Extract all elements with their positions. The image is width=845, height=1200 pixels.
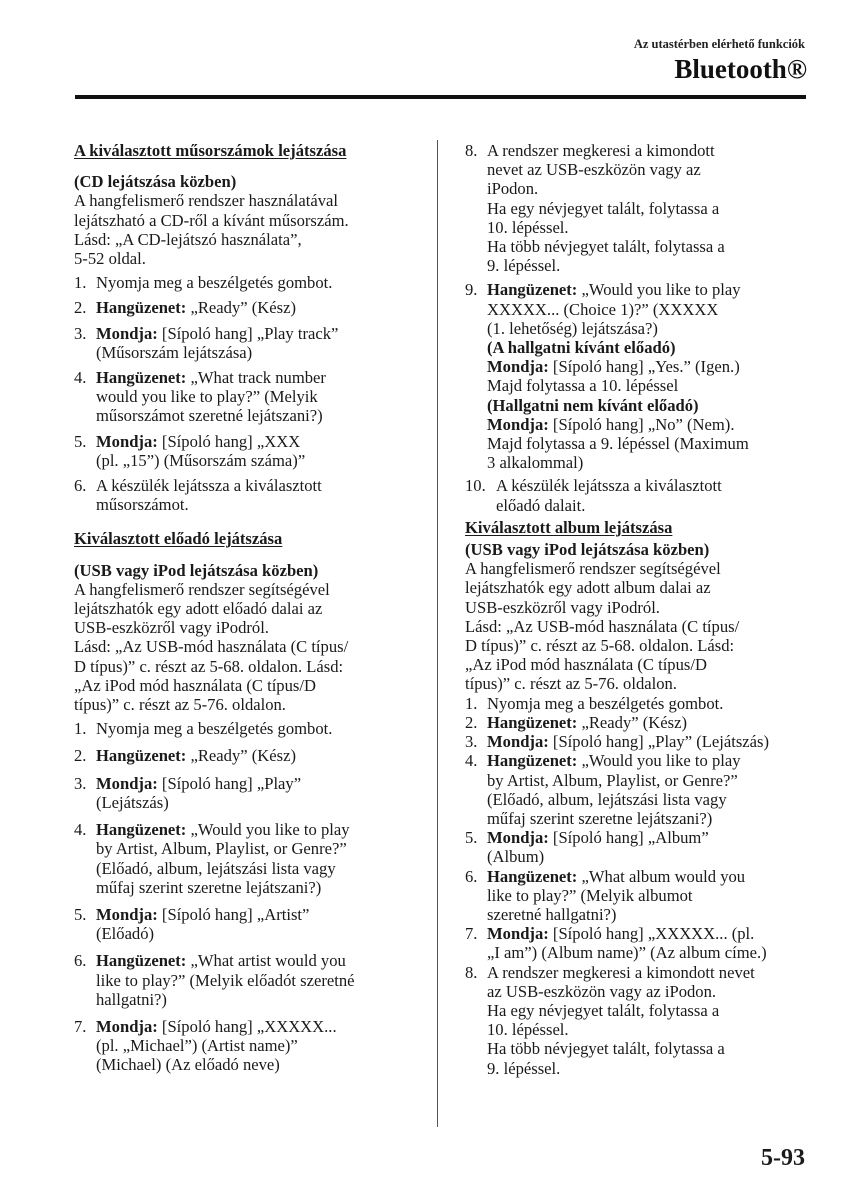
step-line-wrap: [96, 878, 419, 897]
step-text: [487, 867, 810, 925]
step-line: Nyomja meg a beszélgetés gombot.: [96, 273, 333, 293]
section-subtitle: Az utastérben elérhető funkciók: [633, 37, 805, 51]
step-bold-label: Hangüzenet:: [487, 280, 578, 300]
step-bold-label: Mondja:: [487, 732, 549, 752]
step-line: [Sípoló hang] „Play”: [157, 773, 302, 793]
step-text: [487, 963, 810, 1078]
step-line: „What track number: [186, 368, 326, 388]
paragraph-line: Lásd: „Az USB-mód használata (C típus/: [465, 616, 740, 636]
step-line: [Sípoló hang] „No” (Nem).: [548, 414, 735, 434]
list-item: [74, 951, 419, 1009]
column-divider: [437, 140, 438, 1127]
step-line-wrap: [96, 905, 419, 924]
page-title: Bluetooth®: [674, 54, 807, 84]
step-line-wrap: [96, 793, 419, 812]
step-line-wrap: [487, 732, 810, 751]
step-line: A készülék lejátssza a kiválasztott: [496, 476, 722, 496]
list-item: [465, 867, 810, 925]
step-bold-label: Mondja:: [96, 323, 158, 343]
step-text: [96, 1017, 419, 1075]
step-bold-label: Hangüzenet:: [96, 368, 187, 388]
step-line: Nyomja meg a beszélgetés gombot.: [487, 693, 724, 713]
list-item: [74, 368, 419, 426]
step-line: (Michael) (Az előadó neve): [96, 1055, 280, 1075]
step-line-wrap: [96, 990, 419, 1009]
step-line: „Would you like to play: [577, 280, 741, 300]
step-line: A rendszer megkeresi a kimondott nevet: [487, 962, 755, 982]
step-line: by Artist, Album, Playlist, or Genre?”: [487, 770, 738, 790]
step-number: 1.: [465, 693, 478, 713]
step-line-wrap: [487, 982, 810, 1001]
list-item: [465, 713, 810, 732]
step-line: (Album): [487, 847, 545, 867]
step-line: Ha több névjegyet talált, folytassa a: [487, 1039, 725, 1059]
step-number: 1.: [74, 273, 87, 293]
list-item: [465, 924, 810, 962]
list-item: [465, 751, 810, 828]
step-text: [96, 774, 419, 812]
step-line-wrap: [96, 476, 419, 495]
step-line: szeretné hallgatni?): [487, 904, 617, 924]
step-text: [96, 298, 419, 317]
step-line: 9. lépéssel.: [487, 1058, 561, 1078]
step-line-wrap: [487, 237, 810, 256]
step-line: az USB-eszközön vagy az iPodon.: [487, 981, 717, 1001]
step-line: (Előadó, album, lejátszási lista vagy: [96, 858, 336, 878]
paragraph-line: USB-eszközről vagy iPodról.: [465, 597, 660, 617]
step-number: 4.: [74, 820, 87, 840]
list-item: [74, 324, 419, 362]
step-text: [487, 828, 810, 866]
step-line-wrap: [96, 451, 419, 470]
step-line: (Előadó): [96, 924, 155, 944]
step-line-wrap: [487, 256, 810, 275]
step-line: Majd folytassa a 9. lépéssel (Maximum: [487, 434, 749, 454]
list-item: [465, 476, 810, 514]
step-line: [Sípoló hang] „Artist”: [157, 904, 310, 924]
list-item: [465, 963, 810, 1078]
intro-paragraph-tracks: [74, 191, 419, 268]
step-text: [487, 694, 810, 713]
step-bold-label: Hangüzenet:: [487, 712, 578, 732]
step-line-wrap: [487, 790, 810, 809]
steps-list-album: [465, 694, 810, 1078]
paragraph-line: A hangfelismerő rendszer segítségével: [465, 559, 721, 579]
paragraph-line: Lásd: „Az USB-mód használata (C típus/: [74, 637, 349, 657]
step-line: „Ready” (Kész): [186, 298, 296, 318]
step-line-wrap: [96, 859, 419, 878]
paragraph-line: lejátszható a CD-ről a kívánt műsorszám.: [74, 210, 349, 230]
step-bold-label: Mondja:: [96, 773, 158, 793]
step-line: A rendszer megkeresi a kimondott: [487, 141, 715, 160]
step-number: 6.: [465, 866, 478, 886]
step-line-wrap: [487, 694, 810, 713]
step-number: 1.: [74, 719, 87, 739]
step-bold-label: Mondja:: [96, 1016, 158, 1036]
step-line-wrap: [487, 1059, 810, 1078]
list-item: [465, 280, 810, 472]
step-line-wrap: [96, 971, 419, 990]
step-text: [96, 746, 419, 765]
step-line: like to play?” (Melyik előadót szeretné: [96, 970, 355, 990]
step-text: [96, 820, 419, 897]
right-column: [465, 141, 810, 1078]
step-bold-label: Mondja:: [487, 924, 549, 944]
step-line: „Would you like to play: [577, 751, 741, 771]
step-line: nevet az USB-eszközön vagy az: [487, 160, 701, 180]
step-line: 9. lépéssel.: [487, 256, 561, 276]
step-text: [487, 280, 810, 472]
step-line: by Artist, Album, Playlist, or Genre?”: [96, 839, 347, 859]
step-line: (Műsorszám lejátszása): [96, 342, 253, 362]
list-item: [74, 273, 419, 292]
step-line: [Sípoló hang] „XXXXX... (pl.: [548, 924, 755, 944]
step-line-wrap: [487, 1001, 810, 1020]
step-bold-label: Mondja:: [96, 431, 158, 451]
step-bold-label: Mondja:: [487, 414, 549, 434]
step-line-wrap: [96, 951, 419, 970]
step-text: [96, 324, 419, 362]
step-line-wrap: [96, 368, 419, 387]
step-number: 4.: [74, 368, 87, 388]
step-number: 8.: [465, 141, 478, 160]
step-number: 7.: [74, 1016, 87, 1036]
step-line-wrap: [487, 847, 810, 866]
step-bold-label: Mondja:: [487, 828, 549, 848]
step-number: 3.: [74, 323, 87, 343]
step-line: Nyomja meg a beszélgetés gombot.: [96, 719, 333, 739]
step-number: 3.: [465, 732, 478, 752]
step-bold-label: Hangüzenet:: [487, 866, 578, 886]
step-line-wrap: [487, 218, 810, 237]
step-number: 8.: [465, 962, 478, 982]
step-number: 2.: [74, 746, 87, 766]
step-line: XXXXX... (Choice 1)?” (XXXXX: [487, 299, 719, 319]
step-line: [Sípoló hang] „Play” (Lejátszás): [548, 732, 770, 752]
section-heading-album: Kiválasztott album lejátszása: [465, 517, 673, 537]
step-line-wrap: [487, 905, 810, 924]
step-line: előadó dalait.: [496, 495, 586, 515]
step-line-wrap: [487, 828, 810, 847]
list-item: [74, 746, 419, 765]
step-line-wrap: [487, 160, 810, 179]
step-line-wrap: [96, 273, 419, 292]
step-line-wrap: [96, 924, 419, 943]
step-text: [96, 905, 419, 943]
step-number: 9.: [465, 280, 478, 300]
step-line-wrap: [96, 324, 419, 343]
page-number: 5-93: [761, 1145, 805, 1171]
steps-list-artist-cont: [465, 141, 810, 275]
step-line-wrap: [487, 867, 810, 886]
step-line: [Sípoló hang] „Album”: [548, 828, 709, 848]
step-text: [96, 368, 419, 426]
step-text: [96, 719, 419, 738]
step-line-wrap: [96, 1036, 419, 1055]
intro-paragraph-album: [465, 559, 810, 693]
step-line-wrap: [487, 1039, 810, 1058]
step-bold-label: Hangüzenet:: [96, 746, 187, 766]
paragraph-line: „Az iPod mód használata (C típus/D: [465, 655, 707, 675]
step-line-wrap: [487, 751, 810, 770]
paragraph-line: USB-eszközről vagy iPodról.: [74, 618, 269, 638]
step-number: 6.: [74, 476, 87, 496]
condition-cd: (CD lejátszása közben): [74, 172, 237, 192]
step-line: Ha több névjegyet talált, folytassa a: [487, 237, 725, 257]
step-line-wrap: [487, 809, 810, 828]
step-line: would you like to play?” (Melyik: [96, 387, 318, 407]
step-line-wrap: [96, 746, 419, 765]
step-line: hallgatni?): [96, 989, 167, 1009]
step-line: „Ready” (Kész): [577, 712, 687, 732]
step-number: 5.: [74, 904, 87, 924]
step-line-wrap: [487, 141, 810, 160]
step-bold-label: Mondja:: [96, 904, 158, 924]
step-text: [96, 951, 419, 1009]
section-heading-artist: Kiválasztott előadó lejátszása: [74, 529, 283, 549]
paragraph-line: „Az iPod mód használata (C típus/D: [74, 675, 316, 695]
step-line: [Sípoló hang] „Play track”: [157, 323, 339, 343]
step-bold-label: Hangüzenet:: [96, 820, 187, 840]
paragraph-line: típus)” c. részt az 5-76. oldalon.: [74, 695, 286, 715]
steps-list-artist: [74, 719, 419, 1074]
list-item: [465, 732, 810, 751]
step-line: „I am”) (Album name)” (Az album címe.): [487, 943, 767, 963]
step-line-wrap: [96, 1017, 419, 1036]
step-number: 5.: [74, 431, 87, 451]
step-line: „What artist would you: [186, 951, 346, 971]
step-line-wrap: [96, 839, 419, 858]
step-line-wrap: [487, 1020, 810, 1039]
step-text: [487, 732, 810, 751]
step-line-wrap: [96, 774, 419, 793]
step-bold-label: Hangüzenet:: [96, 951, 187, 971]
step-line-wrap: [96, 406, 419, 425]
step-text: [487, 713, 810, 732]
step-line-wrap: [487, 199, 810, 218]
step-text: [96, 432, 419, 470]
steps-list-tracks: [74, 273, 419, 514]
step-number: 2.: [465, 712, 478, 732]
section-heading-tracks: A kiválasztott műsorszámok lejátszása: [74, 141, 347, 160]
step-line: (pl. „15”) (Műsorszám száma)”: [96, 450, 306, 470]
option-heading: (A hallgatni kívánt előadó): [487, 338, 676, 358]
paragraph-line: A hangfelismerő rendszer használatával: [74, 191, 339, 211]
list-item: [74, 774, 419, 812]
step-line: műfaj szerint szeretne lejátszani?): [96, 877, 322, 897]
paragraph-line: Lásd: „A CD-lejátszó használata”,: [74, 229, 302, 249]
step-line: like to play?” (Melyik albumot: [487, 885, 693, 905]
list-item: [74, 432, 419, 470]
step-line: 10. lépéssel.: [487, 217, 569, 237]
condition-usb-ipod: (USB vagy iPod lejátszása közben): [465, 540, 710, 560]
step-line: „What album would you: [577, 866, 746, 886]
step-line-wrap: [96, 1055, 419, 1074]
step-text: [496, 476, 810, 514]
step-line: (pl. „Michael”) (Artist name)”: [96, 1036, 298, 1056]
list-item: [74, 905, 419, 943]
step-line-wrap: [96, 343, 419, 362]
header-rule: [75, 95, 806, 99]
step-line: 3 alkalommal): [487, 453, 584, 473]
paragraph-line: lejátszhatók egy adott előadó dalai az: [74, 599, 323, 619]
paragraph-line: D típus)” c. részt az 5-68. oldalon. Lásd:: [465, 636, 735, 656]
step-number: 5.: [465, 828, 478, 848]
step-line: műsorszámot szeretné lejátszani?): [96, 406, 323, 426]
list-item: [74, 820, 419, 897]
step-line: 10. lépéssel.: [487, 1020, 569, 1040]
step-line-wrap: [487, 771, 810, 790]
step-line: (Előadó, album, lejátszási lista vagy: [487, 789, 727, 809]
step-line-wrap: [96, 719, 419, 738]
step-line-wrap: [96, 432, 419, 451]
list-item: [74, 719, 419, 738]
option-heading: (Hallgatni nem kívánt előadó): [487, 395, 699, 415]
step-line: műsorszámot.: [96, 495, 189, 515]
list-item: [74, 1017, 419, 1075]
list-item: [465, 694, 810, 713]
step-line: (1. lehetőség) lejátszása?): [487, 318, 658, 338]
step-number: 7.: [465, 924, 478, 944]
step-number: 2.: [74, 298, 87, 318]
step-number: 3.: [74, 773, 87, 793]
left-column: [74, 141, 419, 1083]
step-line-wrap: [487, 713, 810, 732]
intro-paragraph-artist: [74, 580, 419, 714]
step-line: Ha egy névjegyet talált, folytassa a: [487, 1000, 720, 1020]
step-line: Majd folytassa a 10. lépéssel: [487, 376, 679, 396]
step-text: [96, 476, 419, 514]
step-line: iPodon.: [487, 179, 539, 199]
step-number: 6.: [74, 951, 87, 971]
step-line: „Ready” (Kész): [186, 746, 296, 766]
step-line-wrap: [487, 886, 810, 905]
step-line: műfaj szerint szeretne lejátszani?): [487, 808, 713, 828]
step-line-wrap: [96, 495, 419, 514]
list-item: [74, 476, 419, 514]
step-line: [Sípoló hang] „XXX: [157, 431, 301, 451]
step-bold-label: Hangüzenet:: [487, 751, 578, 771]
step-bold-label: Hangüzenet:: [96, 298, 187, 318]
list-item: [465, 828, 810, 866]
step-line-wrap: [487, 179, 810, 198]
step-line: (Lejátszás): [96, 792, 169, 812]
step-text: [96, 273, 419, 292]
step-text: [487, 141, 810, 275]
step-line: [Sípoló hang] „Yes.” (Igen.): [548, 357, 740, 377]
paragraph-line: típus)” c. részt az 5-76. oldalon.: [465, 674, 677, 694]
list-item: [465, 141, 810, 275]
step-line-wrap: [487, 963, 810, 982]
step-line-wrap: [96, 387, 419, 406]
list-item: [74, 298, 419, 317]
step-text: [487, 924, 810, 962]
condition-usb-ipod: (USB vagy iPod lejátszása közben): [74, 560, 319, 580]
paragraph-line: A hangfelismerő rendszer segítségével: [74, 579, 330, 599]
paragraph-line: lejátszhatók egy adott album dalai az: [465, 578, 711, 598]
step-line: A készülék lejátssza a kiválasztott: [96, 476, 322, 496]
step-bold-label: Mondja:: [487, 357, 549, 377]
step-line-wrap: [96, 298, 419, 317]
step-line-wrap: [96, 820, 419, 839]
step-line-wrap: [487, 943, 810, 962]
step-number: 10.: [465, 476, 486, 496]
step-line: Ha egy névjegyet talált, folytassa a: [487, 198, 720, 218]
paragraph-line: 5-52 oldal.: [74, 249, 146, 269]
step-line: [Sípoló hang] „XXXXX...: [157, 1016, 337, 1036]
step-line-wrap: [487, 924, 810, 943]
paragraph-line: D típus)” c. részt az 5-68. oldalon. Lásd:: [74, 656, 344, 676]
step-number: 4.: [465, 751, 478, 771]
step-line: „Would you like to play: [186, 820, 350, 840]
step-text: [487, 751, 810, 828]
